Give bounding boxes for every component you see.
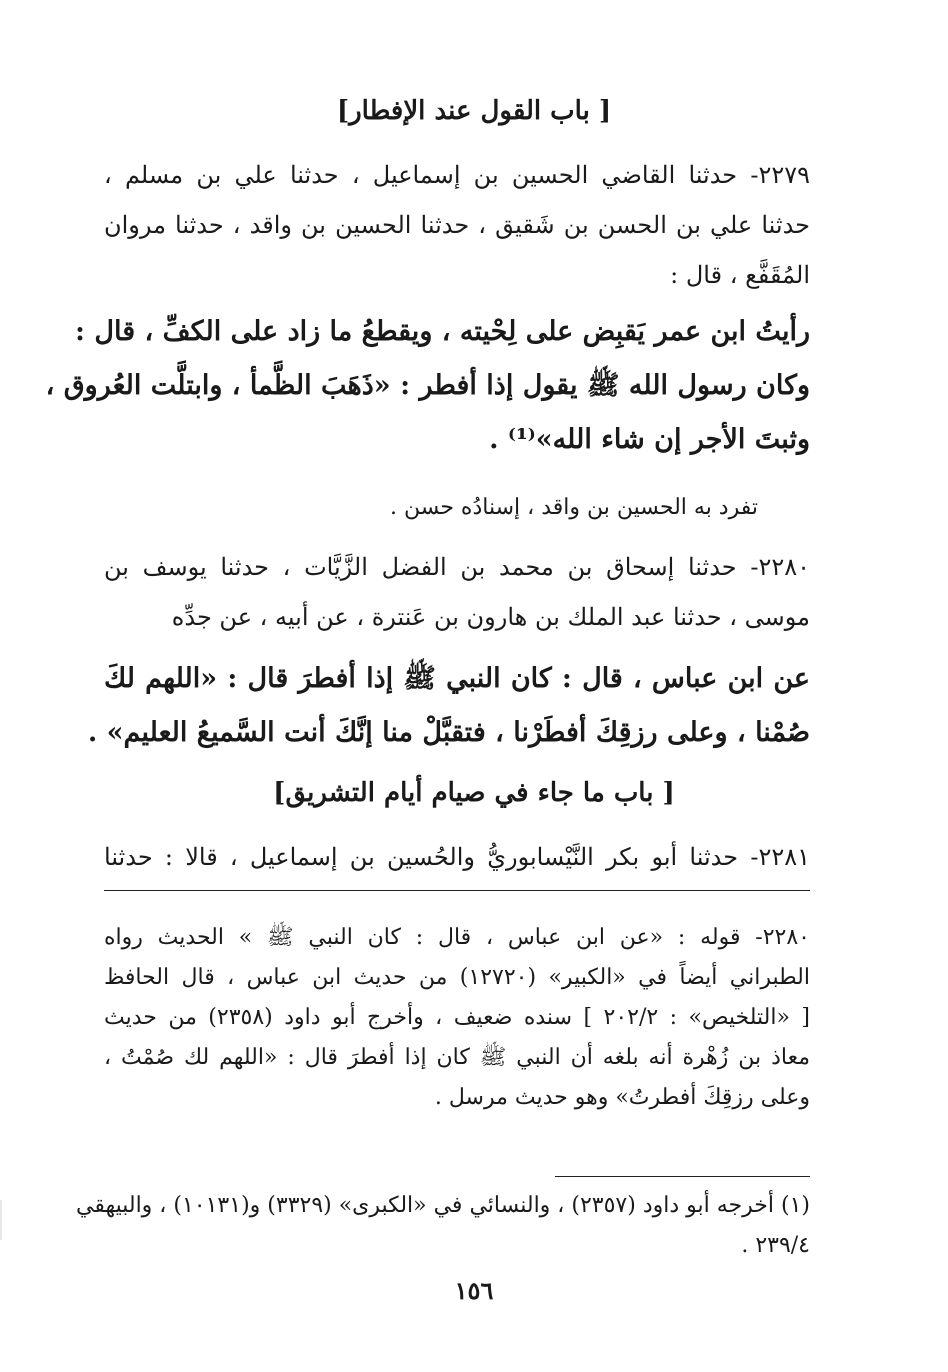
text-line: ٢٢٨١- حدثنا أبو بكر النَّيْسابوريُّ والحُسين بن إسماعيل ، قالا : حدثنا [104, 843, 810, 871]
text-line: وثبتَ الأجر إن شاء الله»⁽¹⁾ . [489, 424, 810, 455]
hadith-2280-isnad [104, 542, 810, 642]
footnote-1 [75, 1186, 810, 1266]
text-line: وكان رسول الله ﷺ يقول إذا أفطر : «ذَهَبَ الظَّمأ ، وابتلَّت العُروق ، [45, 370, 810, 401]
text-line: ٢٢٨٠- حدثنا إسحاق بن محمد بن الفضل الزَّيَّات ، حدثنا يوسف بن [104, 553, 810, 581]
commentary-note-2280 [104, 918, 810, 1118]
chapter-heading-tashriq: [ باب ما جاء في صيام أيام التشريق] [273, 778, 675, 808]
text-line: صُمْنا ، وعلى رزقِكَ أفطَرْنا ، فتقبَّلْ منا إنَّكَ أنت السَّميعُ العليم» . [87, 717, 810, 748]
page-number: ١٥٦ [454, 1276, 494, 1305]
text-line: معاذ بن زُهْرة أنه بلغه أن النبي ﷺ كان إذا أفطرَ قال : «اللهم لك صُمْتُ ، [104, 1045, 810, 1070]
text-line: [ «التلخيص» : ٢٠٢/٢ ] سنده ضعيف ، وأخرج أبو داود (٢٣٥٨) من حديث [104, 1005, 810, 1030]
text-line: المُقَفَّع ، قال : [670, 261, 810, 289]
text-line: ٢٣٩/٤ . [741, 1233, 810, 1258]
text-line: حدثنا علي بن الحسن بن شَقيق ، حدثنا الحسين بن واقد ، حدثنا مروان [104, 211, 810, 239]
chapter-heading-iftar: [ باب القول عند الإفطار] [336, 96, 612, 126]
text-line: رأيتُ ابن عمر يَقبِض على لِحْيته ، ويقطعُ ما زاد على الكفِّ ، قال : [75, 316, 810, 347]
hadith-2279-grading: تفرد به الحسين بن واقد ، إسنادُه حسن . [389, 495, 758, 520]
text-line: وعلى رزقِكَ أفطرتُ» وهو حديث مرسل . [434, 1085, 810, 1110]
text-line: الطبراني أيضاً في «الكبير» (١٢٧٢٠) من حديث ابن عباس ، قال الحافظ [104, 965, 810, 990]
hadith-2279-matn [45, 305, 810, 467]
scan-edge-mark [0, 1200, 2, 1240]
text-line: (١) أخرجه أبو داود (٢٣٥٧) ، والنسائي في «الكبرى» (٣٣٢٩) و(١٠١٣١) ، والبيهقي [75, 1193, 810, 1218]
text-line: ٢٢٧٩- حدثنا القاضي الحسين بن إسماعيل ، حدثنا علي بن مسلم ، [104, 161, 810, 189]
hadith-2281-isnad [104, 832, 810, 882]
footnote-separator [104, 890, 810, 891]
footnote-rule [555, 1176, 810, 1177]
hadith-2280-matn [87, 652, 810, 760]
hadith-2279-isnad [104, 150, 810, 300]
text-line: عن ابن عباس ، قال : كان النبي ﷺ إذا أفطرَ قال : «اللهم لكَ [104, 663, 810, 694]
text-line: ٢٢٨٠- قوله : «عن ابن عباس ، قال : كان النبي ﷺ » الحديث رواه [104, 925, 810, 950]
text-line: موسى ، حدثنا عبد الملك بن هارون بن عَنترة ، عن أبيه ، عن جدِّه [171, 603, 810, 631]
